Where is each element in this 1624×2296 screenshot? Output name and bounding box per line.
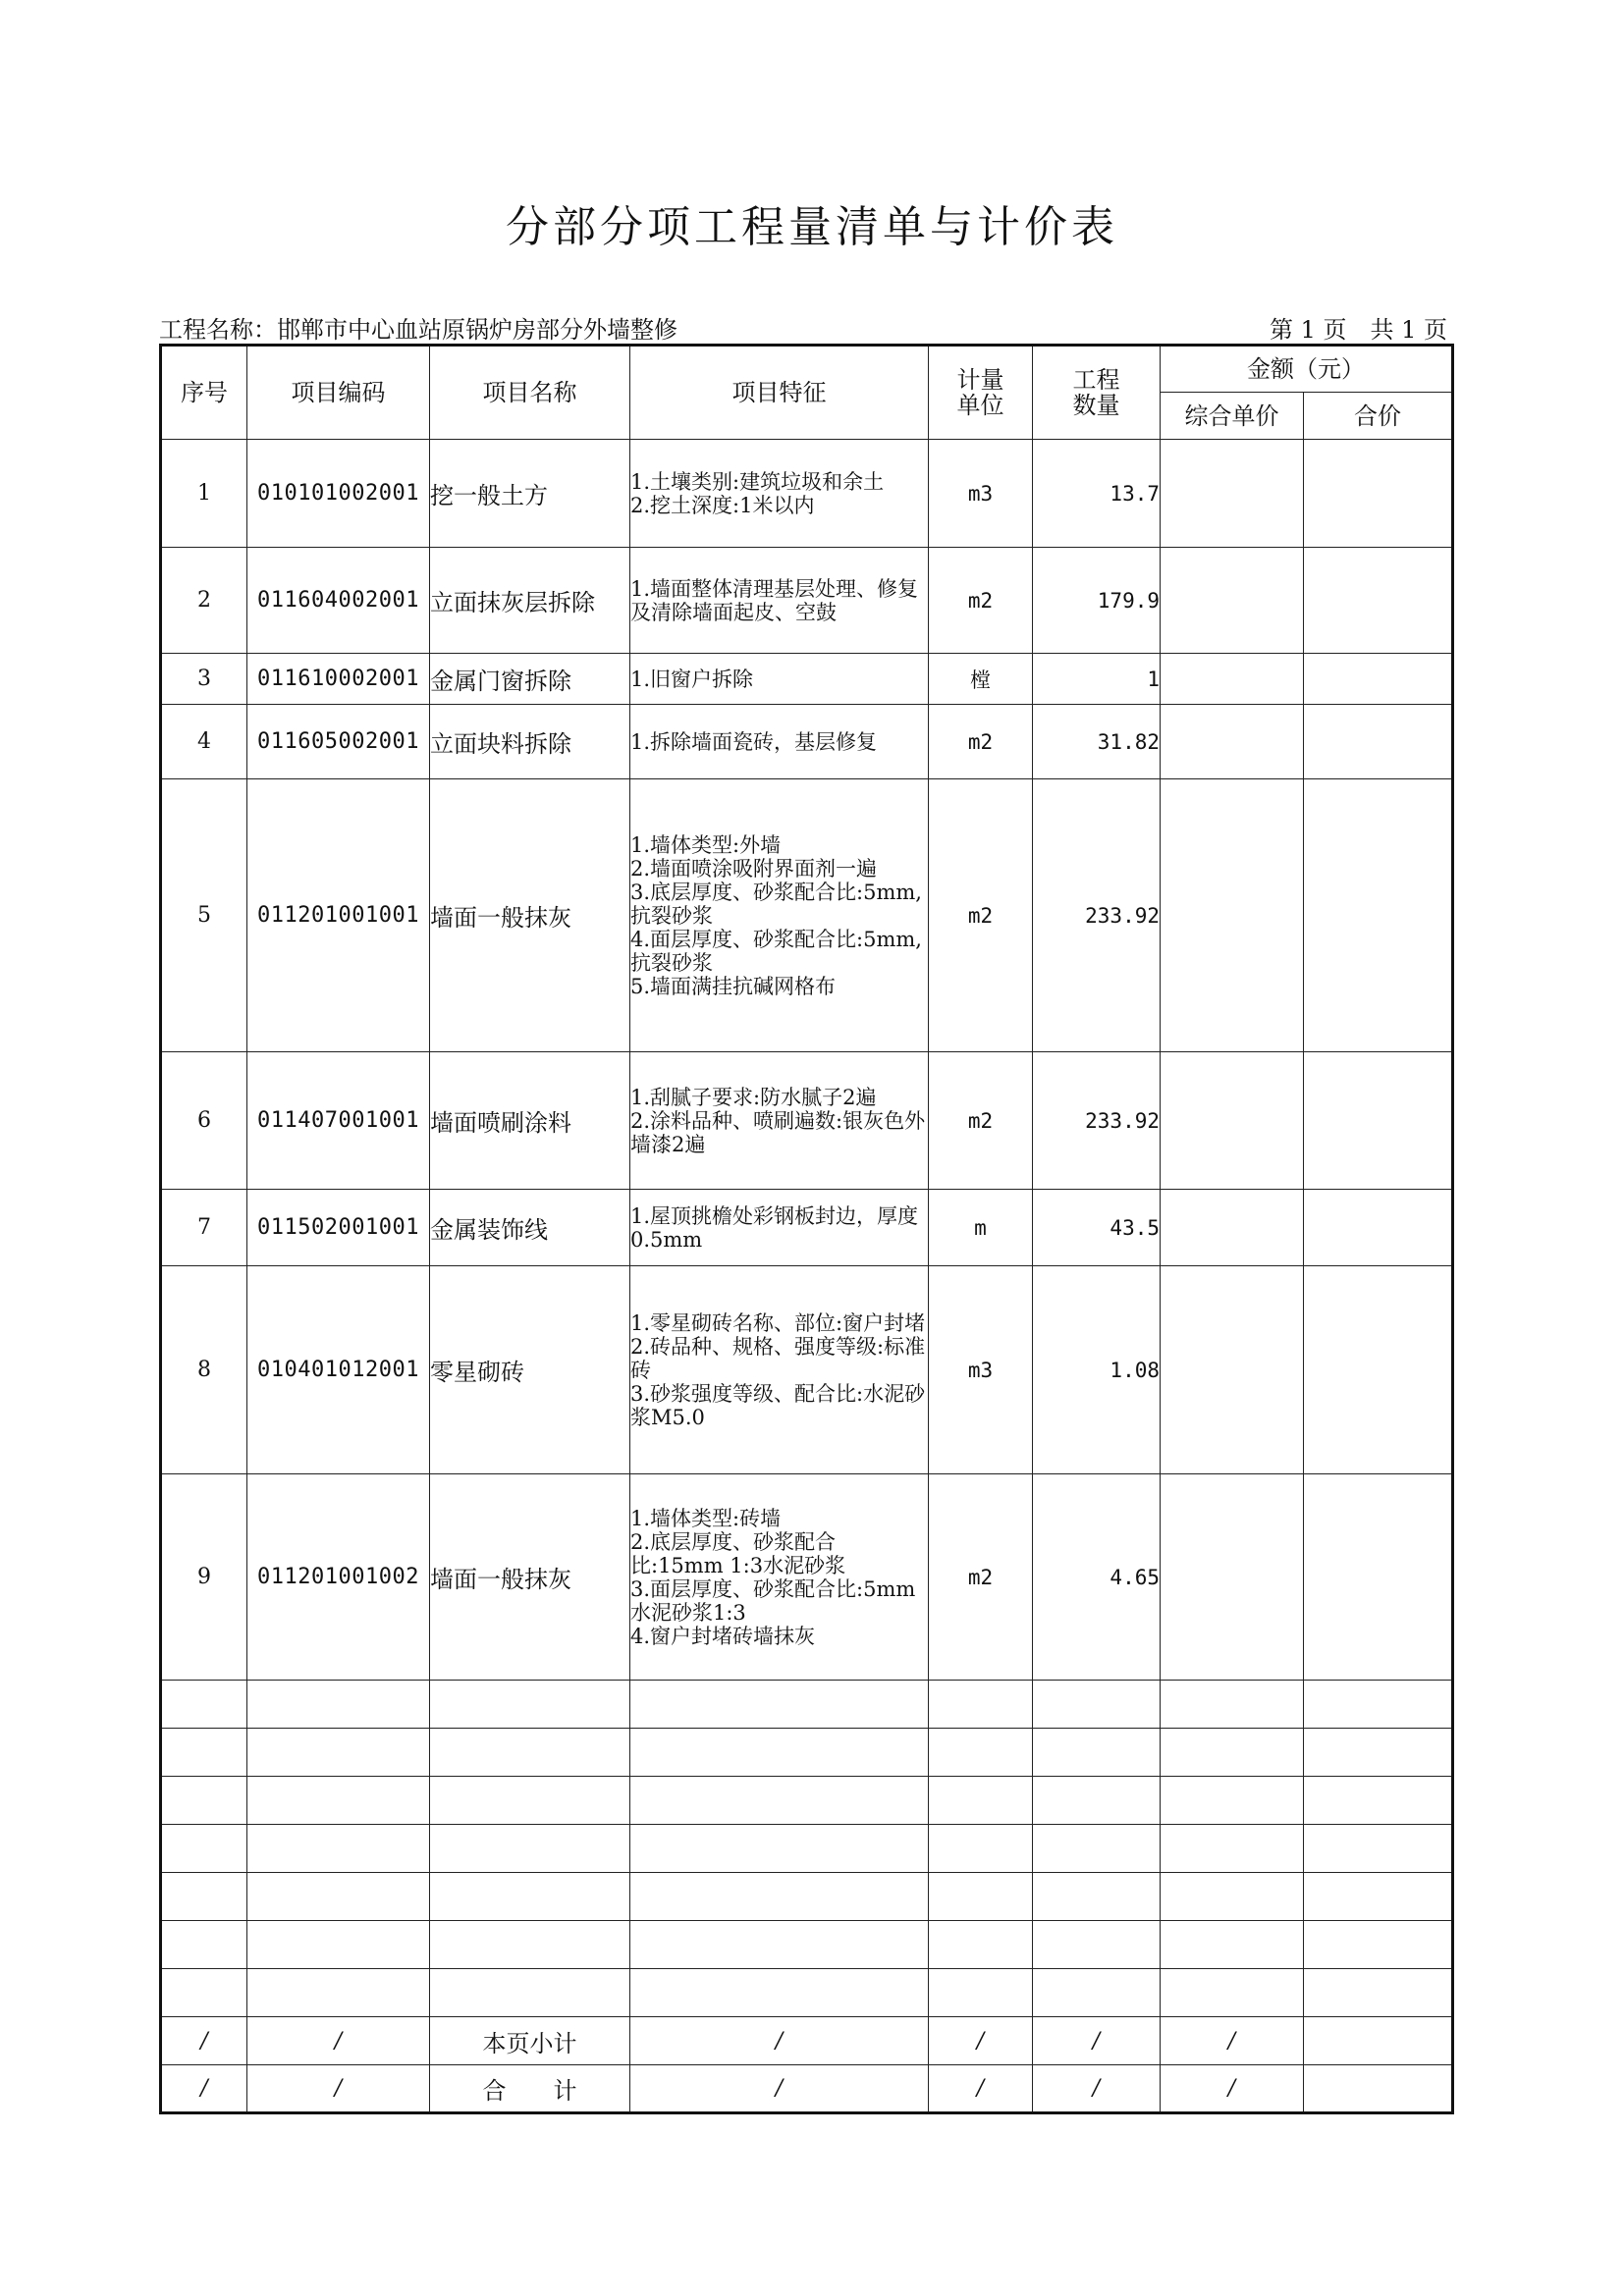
empty-cell [161,1777,247,1825]
row-features [630,705,929,779]
row-qty: 179.9 [1033,548,1161,654]
row-unit: m2 [929,705,1033,779]
empty-cell [1161,1729,1304,1777]
empty-cell [247,1873,430,1921]
feature-line: 3.砂浆强度等级、配合比:水泥砂浆M5.0 [630,1381,926,1429]
row-code: 011407001001 [247,1052,430,1190]
header-total: 合价 [1304,393,1453,440]
row-name: 金属门窗拆除 [430,654,630,705]
page-title: 分部分项工程量清单与计价表 [506,202,1118,252]
empty-cell [929,1873,1033,1921]
row-unit-price [1161,779,1304,1052]
summary-slash: / [161,2017,247,2065]
row-features [630,548,929,654]
summary-slash: / [1033,2017,1161,2065]
table-row [161,705,1453,779]
row-features [630,1474,929,1681]
empty-cell [1304,1729,1453,1777]
empty-cell [1304,1921,1453,1969]
row-seq: 4 [161,705,247,779]
header-name: 项目名称 [430,346,630,440]
empty-cell [1304,1777,1453,1825]
table-row [161,548,1453,654]
row-unit-price [1161,1266,1304,1474]
table-row [161,440,1453,548]
empty-cell [430,1969,630,2017]
row-name: 立面块料拆除 [430,705,630,779]
feature-line: 1.零星砌砖名称、部位:窗户封堵 [630,1310,926,1335]
feature-line: 1.墙体类型:外墙 [630,832,782,857]
project-name: 工程名称：邯郸市中心血站原锅炉房部分外墙整修 [159,316,677,344]
empty-cell [630,1825,929,1873]
empty-cell [1161,1681,1304,1729]
row-seq: 5 [161,779,247,1052]
row-seq: 6 [161,1052,247,1190]
table-row [161,1266,1453,1474]
summary-slash: / [1033,2065,1161,2113]
summary-total [1304,2065,1453,2113]
empty-cell [1161,1825,1304,1873]
feature-line: 1.刮腻子要求:防水腻子2遍 [630,1085,877,1109]
row-unit: m2 [929,1052,1033,1190]
row-seq: 7 [161,1190,247,1266]
row-name: 墙面一般抹灰 [430,779,630,1052]
empty-cell [1033,1825,1161,1873]
empty-cell [1033,1969,1161,2017]
empty-cell [1161,1873,1304,1921]
summary-slash: / [929,2017,1033,2065]
empty-cell [630,1873,929,1921]
row-code: 010101002001 [247,440,430,548]
row-features [630,654,929,705]
summary-slash: / [1161,2065,1304,2113]
row-seq: 2 [161,548,247,654]
row-name: 墙面喷刷涂料 [430,1052,630,1190]
summary-row [161,2017,1453,2065]
row-unit: m3 [929,440,1033,548]
row-total [1304,1052,1453,1190]
summary-slash: / [1161,2017,1304,2065]
row-features [630,1052,929,1190]
empty-cell [247,1921,430,1969]
empty-cell [161,1681,247,1729]
row-qty: 233.92 [1033,1052,1161,1190]
empty-cell [247,1681,430,1729]
summary-slash: / [630,2017,929,2065]
feature-line: 5.墙面满挂抗碱网格布 [630,974,837,998]
row-unit-price [1161,705,1304,779]
row-total [1304,548,1453,654]
row-total [1304,1474,1453,1681]
row-unit-price [1161,440,1304,548]
table-row [161,1474,1453,1681]
row-code: 011610002001 [247,654,430,705]
empty-cell [929,1921,1033,1969]
summary-slash: / [161,2065,247,2113]
row-code: 011201001001 [247,779,430,1052]
empty-cell [630,1969,929,2017]
row-name: 挖一般土方 [430,440,630,548]
summary-slash: / [247,2017,430,2065]
empty-cell [1304,1969,1453,2017]
summary-label: 本页小计 [430,2017,630,2065]
row-name: 金属装饰线 [430,1190,630,1266]
header-amount: 金额（元） [1161,346,1453,393]
empty-row [161,1681,1453,1729]
empty-cell [630,1729,929,1777]
feature-line: 2.墙面喷涂吸附界面剂一遍 [630,856,878,881]
feature-line: 1.屋顶挑檐处彩钢板封边，厚度0.5mm [630,1203,919,1252]
row-code: 011605002001 [247,705,430,779]
empty-cell [1033,1777,1161,1825]
empty-cell [247,1729,430,1777]
page-info: 第 1 页 共 1 页 [1269,316,1447,344]
row-total [1304,705,1453,779]
feature-line: 3.底层厚度、砂浆配合比:5mm,抗裂砂浆 [630,880,922,928]
feature-line: 2.底层厚度、砂浆配合比:15mm 1:3水泥砂浆 [630,1529,846,1577]
empty-row [161,1873,1453,1921]
row-features [630,440,929,548]
row-qty: 1 [1033,654,1161,705]
header-unit-price: 综合单价 [1161,393,1304,440]
row-name: 墙面一般抹灰 [430,1474,630,1681]
header-unit: 计量 单位 [929,346,1033,440]
row-unit: m3 [929,1266,1033,1474]
row-unit: m2 [929,548,1033,654]
summary-total [1304,2017,1453,2065]
row-seq: 1 [161,440,247,548]
row-unit-price [1161,1052,1304,1190]
empty-cell [929,1729,1033,1777]
empty-row [161,1729,1453,1777]
row-qty: 233.92 [1033,779,1161,1052]
feature-line: 1.拆除墙面瓷砖，基层修复 [630,729,878,754]
row-name: 立面抹灰层拆除 [430,548,630,654]
empty-cell [161,1729,247,1777]
summary-row [161,2065,1453,2113]
summary-label: 合 计 [430,2065,630,2113]
row-unit-price [1161,654,1304,705]
empty-cell [929,1681,1033,1729]
row-unit: 樘 [929,654,1033,705]
row-code: 010401012001 [247,1266,430,1474]
row-qty: 43.5 [1033,1190,1161,1266]
empty-cell [929,1969,1033,2017]
feature-line: 1.墙体类型:砖墙 [630,1506,782,1530]
empty-cell [430,1729,630,1777]
row-qty: 31.82 [1033,705,1161,779]
empty-cell [1304,1825,1453,1873]
empty-cell [1033,1921,1161,1969]
empty-cell [430,1825,630,1873]
row-qty: 13.7 [1033,440,1161,548]
summary-slash: / [630,2065,929,2113]
table-row [161,779,1453,1052]
empty-row [161,1969,1453,2017]
empty-cell [161,1825,247,1873]
row-seq: 9 [161,1474,247,1681]
row-code: 011502001001 [247,1190,430,1266]
empty-cell [161,1921,247,1969]
empty-cell [1161,1777,1304,1825]
empty-row [161,1921,1453,1969]
feature-line: 1.旧窗户拆除 [630,667,754,691]
row-unit-price [1161,1190,1304,1266]
bill-of-quantities-table [159,344,1454,2114]
empty-cell [929,1825,1033,1873]
empty-cell [929,1777,1033,1825]
header-feature: 项目特征 [630,346,929,440]
table-row [161,1052,1453,1190]
empty-cell [1161,1921,1304,1969]
table-row [161,1190,1453,1266]
feature-line: 2.挖土深度:1米以内 [630,493,815,517]
empty-cell [1161,1969,1304,2017]
header-code: 项目编码 [247,346,430,440]
row-code: 011604002001 [247,548,430,654]
feature-line: 1.土壤类别:建筑垃圾和余土 [630,469,885,494]
row-features [630,1266,929,1474]
empty-cell [1033,1681,1161,1729]
empty-cell [630,1681,929,1729]
row-features [630,779,929,1052]
empty-row [161,1825,1453,1873]
row-unit: m [929,1190,1033,1266]
row-features [630,1190,929,1266]
empty-cell [247,1825,430,1873]
empty-cell [630,1921,929,1969]
row-name: 零星砌砖 [430,1266,630,1474]
empty-cell [1304,1873,1453,1921]
row-total [1304,440,1453,548]
feature-line: 2.砖品种、规格、强度等级:标准砖 [630,1334,926,1382]
feature-line: 4.窗户封堵砖墙抹灰 [630,1624,816,1648]
row-total [1304,1190,1453,1266]
row-seq: 3 [161,654,247,705]
feature-line: 2.涂料品种、喷刷遍数:银灰色外墙漆2遍 [630,1108,926,1156]
empty-cell [430,1873,630,1921]
feature-line: 4.面层厚度、砂浆配合比:5mm,抗裂砂浆 [630,927,922,975]
empty-cell [247,1969,430,2017]
row-unit: m2 [929,1474,1033,1681]
row-code: 011201001002 [247,1474,430,1681]
row-qty: 4.65 [1033,1474,1161,1681]
summary-slash: / [929,2065,1033,2113]
row-unit-price [1161,1474,1304,1681]
summary-slash: / [247,2065,430,2113]
empty-cell [430,1681,630,1729]
empty-cell [1033,1873,1161,1921]
row-unit: m2 [929,779,1033,1052]
row-total [1304,1266,1453,1474]
empty-cell [430,1777,630,1825]
empty-cell [247,1777,430,1825]
row-seq: 8 [161,1266,247,1474]
header-seq: 序号 [161,346,247,440]
table-row [161,654,1453,705]
empty-cell [430,1921,630,1969]
feature-line: 3.面层厚度、砂浆配合比:5mm 水泥砂浆1:3 [630,1576,916,1625]
empty-cell [630,1777,929,1825]
feature-line: 1.墙面整体清理基层处理、修复及清除墙面起皮、空鼓 [630,576,919,624]
row-total [1304,654,1453,705]
header-qty: 工程 数量 [1033,346,1161,440]
empty-cell [161,1873,247,1921]
empty-cell [161,1969,247,2017]
empty-row [161,1777,1453,1825]
row-unit-price [1161,548,1304,654]
empty-cell [1033,1729,1161,1777]
row-qty: 1.08 [1033,1266,1161,1474]
empty-cell [1304,1681,1453,1729]
row-total [1304,779,1453,1052]
